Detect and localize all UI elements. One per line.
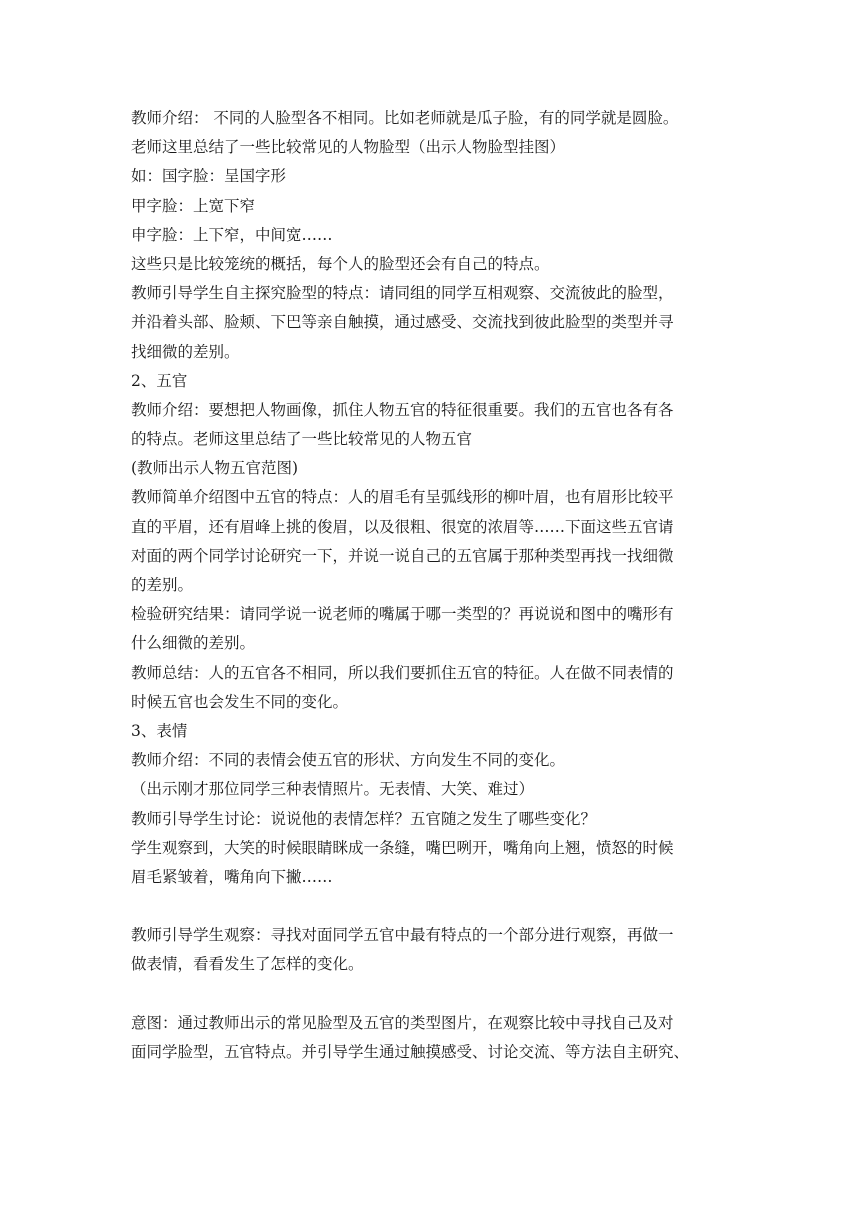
text-line: 找细微的差别。 bbox=[131, 342, 240, 361]
text-line: 如：国字脸：呈国字形 bbox=[131, 167, 287, 186]
text-line: 教师介绍：要想把人物画像，抓住人物五官的特征很重要。我们的五官也各有各 bbox=[131, 400, 674, 419]
text-line: 教师总结：人的五官各不相同，所以我们要抓住五官的特征。人在做不同表情的 bbox=[131, 663, 674, 682]
text-line: 教师引导学生讨论：说说他的表情怎样？五官随之发生了哪些变化？ bbox=[131, 809, 597, 828]
text-line: 面同学脸型，五官特点。并引导学生通过触摸感受、讨论交流、等方法自主研究、 bbox=[131, 1043, 690, 1061]
text-line: 申字脸：上下窄，中间宽…… bbox=[131, 225, 333, 244]
text-line: 对面的两个同学讨论研究一下，并说一说自己的五官属于那种类型再找一找细微 bbox=[131, 546, 674, 565]
text-line: 老师这里总结了一些比较常见的人物脸型（出示人物脸型挂图） bbox=[131, 138, 566, 157]
text-line: 什么细微的差别。 bbox=[131, 634, 256, 653]
text-line: （出示刚才那位同学三种表情照片。无表情、大笑、难过） bbox=[131, 780, 535, 799]
text-line: 并沿着头部、脸颊、下巴等亲自触摸，通过感受、交流找到彼此脸型的类型并寻 bbox=[131, 313, 674, 332]
text-line: 检验研究结果：请同学说一说老师的嘴属于哪一类型的？再说说和图中的嘴形有 bbox=[131, 605, 674, 624]
text-line: 教师引导学生自主探究脸型的特点：请同组的同学互相观察、交流彼此的脸型， bbox=[131, 284, 674, 303]
text-line: 的差别。 bbox=[131, 576, 194, 594]
text-line: 时候五官也会发生不同的变化。 bbox=[131, 692, 349, 711]
text-line: 甲字脸：上宽下窄 bbox=[131, 196, 256, 215]
text-line: 的特点。老师这里总结了一些比较常见的人物五官 bbox=[131, 430, 473, 449]
text-line: 教师介绍：不同的表情会使五官的形状、方向发生不同的变化。 bbox=[131, 751, 566, 770]
blank-line bbox=[131, 892, 731, 921]
text-line: 意图：通过教师出示的常见脸型及五官的类型图片，在观察比较中寻找自己及对 bbox=[131, 1013, 674, 1032]
text-line: 教师引导学生观察：寻找对面同学五官中最有特点的一个部分进行观察，再做一 bbox=[131, 926, 674, 945]
text-line: 直的平眉，还有眉峰上挑的俊眉，以及很粗、很宽的浓眉等……下面这些五官请 bbox=[131, 517, 674, 536]
text-line: 做表情，看看发生了怎样的变化。 bbox=[131, 955, 364, 974]
section-heading: 2、五官 bbox=[131, 371, 188, 390]
section-heading: 3、表情 bbox=[131, 721, 188, 740]
text-line: (教师出示人物五官范图) bbox=[131, 459, 299, 478]
text-line: 学生观察到，大笑的时候眼睛眯成一条缝，嘴巴咧开，嘴角向上翘，愤怒的时候 bbox=[131, 838, 674, 857]
text-line: 眉毛紧皱着，嘴角向下撇…… bbox=[131, 867, 333, 886]
text-line: 教师介绍： 不同的人脸型各不相同。比如老师就是瓜子脸，有的同学就是圆脸。 bbox=[131, 109, 679, 127]
text-line: 这些只是比较笼统的概括，每个人的脸型还会有自己的特点。 bbox=[131, 254, 550, 273]
blank-line bbox=[131, 980, 731, 1009]
document-page bbox=[131, 104, 731, 1067]
text-line: 教师简单介绍图中五官的特点：人的眉毛有呈弧线形的柳叶眉，也有眉形比较平 bbox=[131, 488, 674, 507]
